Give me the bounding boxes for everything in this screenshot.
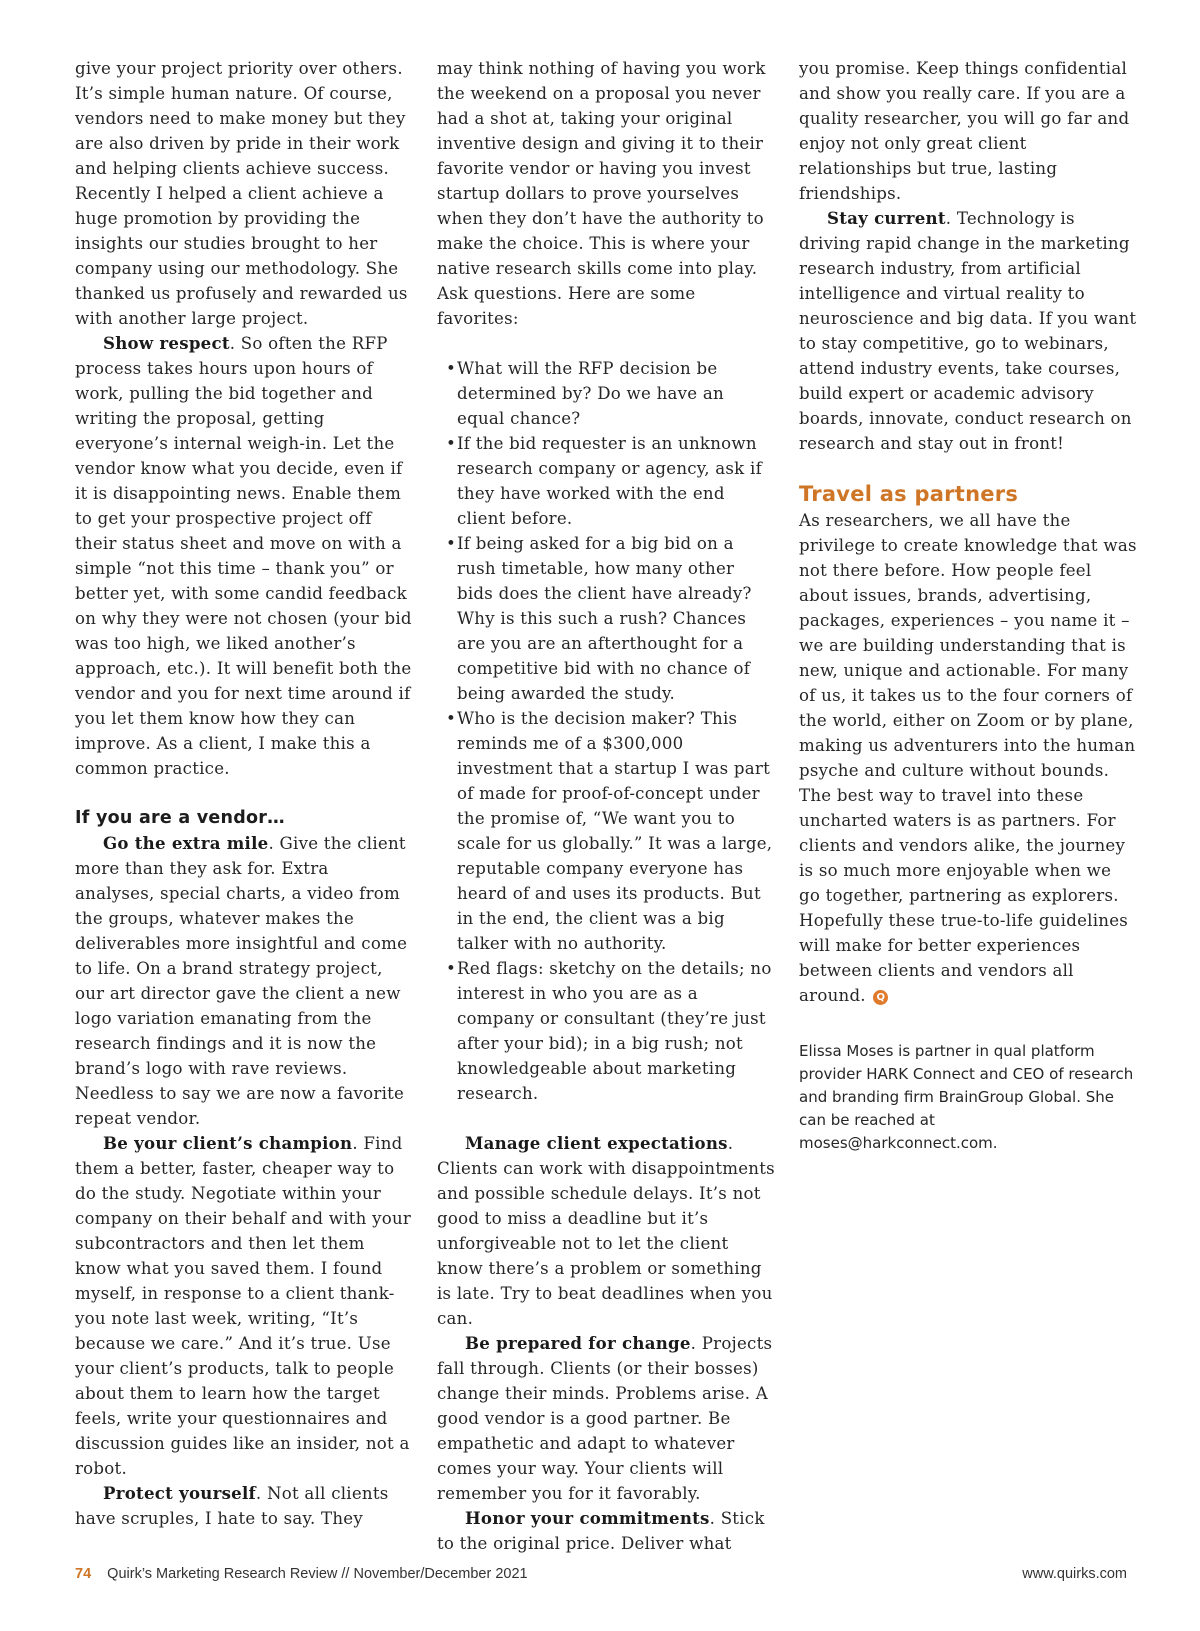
list-item-text: What will the RFP decision be determined by? Do we have an equal chance? xyxy=(457,359,724,428)
question-list xyxy=(437,356,775,1106)
column-2 xyxy=(437,56,775,1556)
run-in-head: Protect yourself xyxy=(103,1483,256,1503)
paragraph-text: . Clients can work with disappointments and possible schedule delays. It’s not good to miss a deadline but it’s unforgiveable not to let the client know there’s a problem or something is late. Try to beat deadlines when you can. xyxy=(437,1134,775,1328)
author-bio: Elissa Moses is partner in qual platform provider HARK Connect and CEO of research and branding firm BrainGroup Global. She can be reached at moses@harkconnect.com. xyxy=(799,1042,1134,1152)
paragraph-travel xyxy=(799,508,1137,1008)
paragraph: you promise. Keep things confidential and show you really care. If you are a quality researcher, you will go far and enjoy not only great client relationships but true, lasting friendships. xyxy=(799,59,1130,203)
paragraph-text: . Projects fall through. Clients (or their bosses) change their minds. Problems arise. A good vendor is a good partner. Be empathetic and adapt to whatever comes your way. Your clients will remember you for it favorably. xyxy=(437,1334,773,1503)
paragraph-show-respect xyxy=(75,331,413,781)
paragraph-stay-current xyxy=(799,206,1137,456)
paragraph-text: As researchers, we all have the privilege to create knowledge that was not there before. How people feel about issues, brands, advertising, packages, experiences – you name it – we are building understanding that is new, unique and actionable. For many of us, it takes us to the four corners of the world, either on Zoom or by plane, making us adventurers into the human psyche and culture without bounds. The best way to travel into these uncharted waters is as partners. For clients and vendors alike, the journey is so much more enjoyable when we go together, partnering as explorers. Hopefully these true-to-life guidelines will make for better experiences between clients and vendors all around. xyxy=(799,511,1137,1005)
run-in-head: Go the extra mile xyxy=(103,833,269,853)
paragraph-text: . Not all clients have scruples, I hate to say. They xyxy=(75,1484,389,1528)
paragraph-honor xyxy=(437,1506,775,1556)
list-item xyxy=(437,706,775,956)
run-in-head: Manage client expectations xyxy=(465,1133,728,1153)
paragraph: give your project priority over others. It’s simple human nature. Of course, vendors need to make money but they are also driven by pride in their work and helping clients achieve success. Recently I helped a client achieve a huge promotion by providing the insights our studies brought to her company using our methodology. She thanked us profusely and rewarded us with another large project. xyxy=(75,59,408,328)
paragraph-prepared xyxy=(437,1331,775,1506)
paragraph: may think nothing of having you work the weekend on a proposal you never had a shot at, taking your original inventive design and giving it to their favorite vendor or having you invest startup dollars to prove yourselves when they don’t have the authority to make the choice. This is where your native research skills come into play. Ask questions. Here are some favorites: xyxy=(437,59,766,328)
run-in-head: Show respect xyxy=(103,333,230,353)
page-number: 74 xyxy=(75,1566,92,1582)
list-item xyxy=(437,956,775,1106)
bullet-icon: • xyxy=(446,434,457,453)
bullet-icon: • xyxy=(446,959,457,978)
bullet-icon: • xyxy=(446,359,457,378)
paragraph-extra-mile xyxy=(75,831,413,1131)
section-heading-vendor: If you are a vendor… xyxy=(75,808,285,828)
list-item-text: Who is the decision maker? This reminds me of a $300,000 investment that a startup I was part of made for proof-of-concept under the promise of, “We want you to scale for us globally.” It was a large, reputable company everyone has heard of and uses its products. But in the end, the client was a big talker with no authority. xyxy=(457,709,773,953)
column-3 xyxy=(799,56,1137,1155)
column-1 xyxy=(75,56,413,1531)
bullet-icon: • xyxy=(446,534,457,553)
page-footer xyxy=(75,1566,1127,1590)
paragraph-text: . Give the client more than they ask for. Extra analyses, special charts, a video from the groups, whatever makes the deliverables more insightful and come to life. On a brand strategy project, our art director gave the client a new logo variation emanating from the research findings and it is now the brand’s logo with rave reviews. Needless to say we are now a favorite repeat vendor. xyxy=(75,834,408,1128)
paragraph-protect xyxy=(75,1481,413,1531)
list-item xyxy=(437,531,775,706)
paragraph-text: . Stick to the original price. Deliver what xyxy=(437,1509,765,1553)
end-of-article-icon: Q xyxy=(873,990,888,1005)
run-in-head: Be your client’s champion xyxy=(103,1133,353,1153)
run-in-head: Honor your commitments xyxy=(465,1508,710,1528)
run-in-head: Stay current xyxy=(827,208,946,228)
paragraph-text: . Find them a better, faster, cheaper way to do the study. Negotiate within your company on their behalf and with your subcontractors and then let them know what you saved them. I found myself, in response to a client thank-you note last week, writing, “It’s because we care.” And it’s true. Use your client’s products, talk to people about them to learn how the target feels, write your questionnaires and discussion guides like an insider, not a robot. xyxy=(75,1134,412,1478)
paragraph-expectations xyxy=(437,1131,775,1331)
list-item-text: If being asked for a big bid on a rush timetable, how many other bids does the client have already? Why is this such a rush? Chances are you are an afterthought for a competitive bid with no chance of being awarded the study. xyxy=(457,534,752,703)
section-heading-travel: Travel as partners xyxy=(799,482,1019,506)
run-in-head: Be prepared for change xyxy=(465,1333,691,1353)
list-item xyxy=(437,356,775,431)
paragraph-champion xyxy=(75,1131,413,1481)
paragraph-text: . Technology is driving rapid change in the marketing research industry, from artificial intelligence and virtual reality to neuroscience and big data. If you want to stay competitive, go to webinars, attend industry events, take courses, build expert or academic advisory boards, innovate, conduct research on research and stay out in front! xyxy=(799,209,1137,453)
list-item-text: Red flags: sketchy on the details; no interest in who you are as a company or consultant (they’re just after your bid); in a big rush; not knowledgeable about marketing research. xyxy=(457,959,772,1103)
list-item xyxy=(437,431,775,531)
list-item-text: If the bid requester is an unknown research company or agency, ask if they have worked with the end client before. xyxy=(457,434,762,528)
paragraph-text: . So often the RFP process takes hours upon hours of work, pulling the bid together and writing the proposal, getting everyone’s internal weigh-in. Let the vendor know what you decide, even if it is disappointing news. Enable them to get your prospective project off their status sheet and move on with a simple “not this time – thank you” or better yet, with some candid feedback on why they were not chosen (your bid was too high, we liked another’s approach, etc.). It will benefit both the vendor and you for next time around if you let them know how they can improve. As a client, I make this a common practice. xyxy=(75,334,412,778)
bullet-icon: • xyxy=(446,709,457,728)
publication-info: Quirk’s Marketing Research Review // November/December 2021 xyxy=(107,1566,528,1582)
website-link[interactable]: www.quirks.com xyxy=(1022,1566,1127,1582)
